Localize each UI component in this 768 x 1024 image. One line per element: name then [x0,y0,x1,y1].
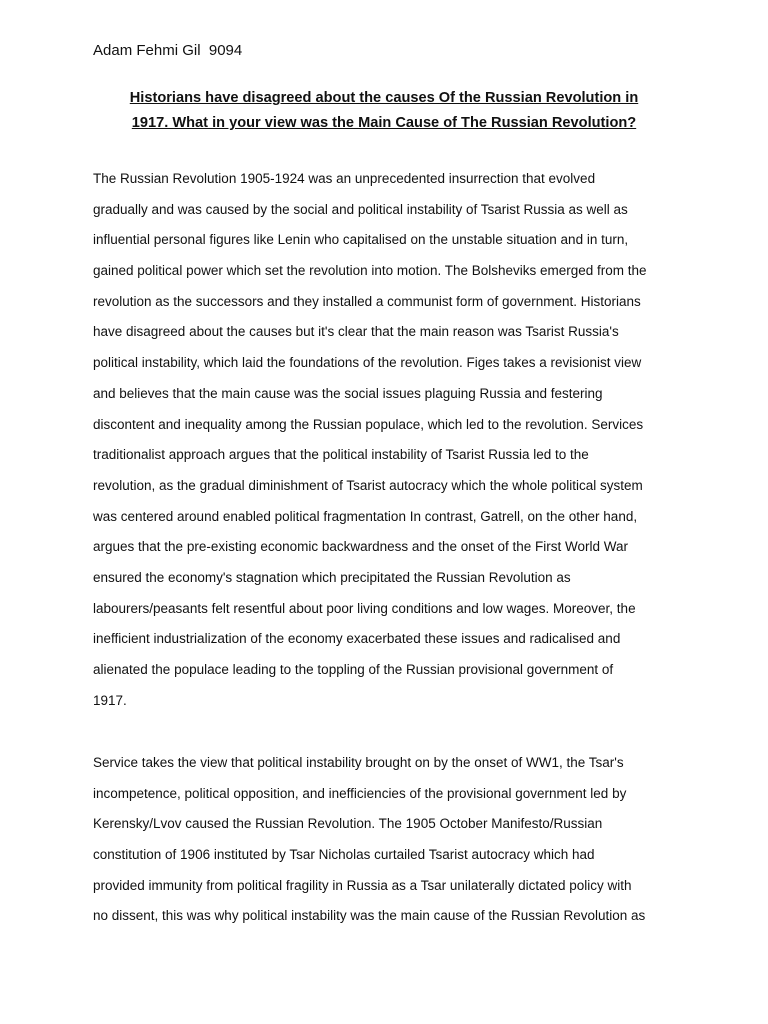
essay-title [93,86,675,136]
text-line: incompetence, political opposition, and inefficiencies of the provisional government led by [93,785,627,801]
text-line: gradually and was caused by the social and political instability of Tsarist Russia as well as [93,201,628,217]
title-line: 1917. What in your view was the Main Cause of The Russian Revolution? [131,115,637,131]
title-line: Historians have disagreed about the causes Of the Russian Revolution in [129,90,639,106]
text-line: revolution as the successors and they installed a communist form of government. Historians [93,293,641,309]
text-line: 1917. [93,692,127,708]
paragraph-1 [93,164,693,716]
text-line: influential personal figures like Lenin who capitalised on the unstable situation and in turn, [93,232,629,248]
text-line: political instability, which laid the foundations of the revolution. Figes takes a revisionist view [93,355,642,371]
text-line: provided immunity from political fragility in Russia as a Tsar unilaterally dictated policy with [93,877,632,893]
text-line: discontent and inequality among the Russian populace, which led to the revolution. Services [93,416,644,432]
text-line: Kerensky/Lvov caused the Russian Revolution. The 1905 October Manifesto/Russian [93,816,603,832]
text-line: and believes that the main cause was the social issues plaguing Russia and festering [93,385,603,401]
text-line: gained political power which set the revolution into motion. The Bolsheviks emerged from the [93,263,647,279]
text-line: argues that the pre-existing economic backwardness and the onset of the First World War [93,539,629,555]
text-line: inefficient industrialization of the economy exacerbated these issues and radicalised and [93,631,621,647]
text-line: The Russian Revolution 1905-1924 was an unprecedented insurrection that evolved [93,171,596,186]
text-line: was centered around enabled political fragmentation In contrast, Gatrell, on the other hand, [93,508,638,524]
text-line: Service takes the view that political instability brought on by the onset of WW1, the Tsar's [93,755,624,770]
text-line: traditionalist approach argues that the political instability of Tsarist Russia led to the [93,447,589,463]
text-line: have disagreed about the causes but it's clear that the main reason was Tsarist Russia's [93,324,619,340]
paragraph-2 [93,748,693,932]
text-line: ensured the economy's stagnation which precipitated the Russian Revolution as [93,569,571,585]
text-line: constitution of 1906 instituted by Tsar Nicholas curtailed Tsarist autocracy which had [93,847,595,863]
text-line: alienated the populace leading to the toppling of the Russian provisional government of [93,662,614,677]
text-line: no dissent, this was why political instability was the main cause of the Russian Revolution as [93,908,646,924]
text-line: labourers/peasants felt resentful about poor living conditions and low wages. Moreover, the [93,600,636,616]
author-line: Adam Fehmi Gil 9094 [93,42,243,59]
text-line: revolution, as the gradual diminishment of Tsarist autocracy which the whole political system [93,477,643,493]
